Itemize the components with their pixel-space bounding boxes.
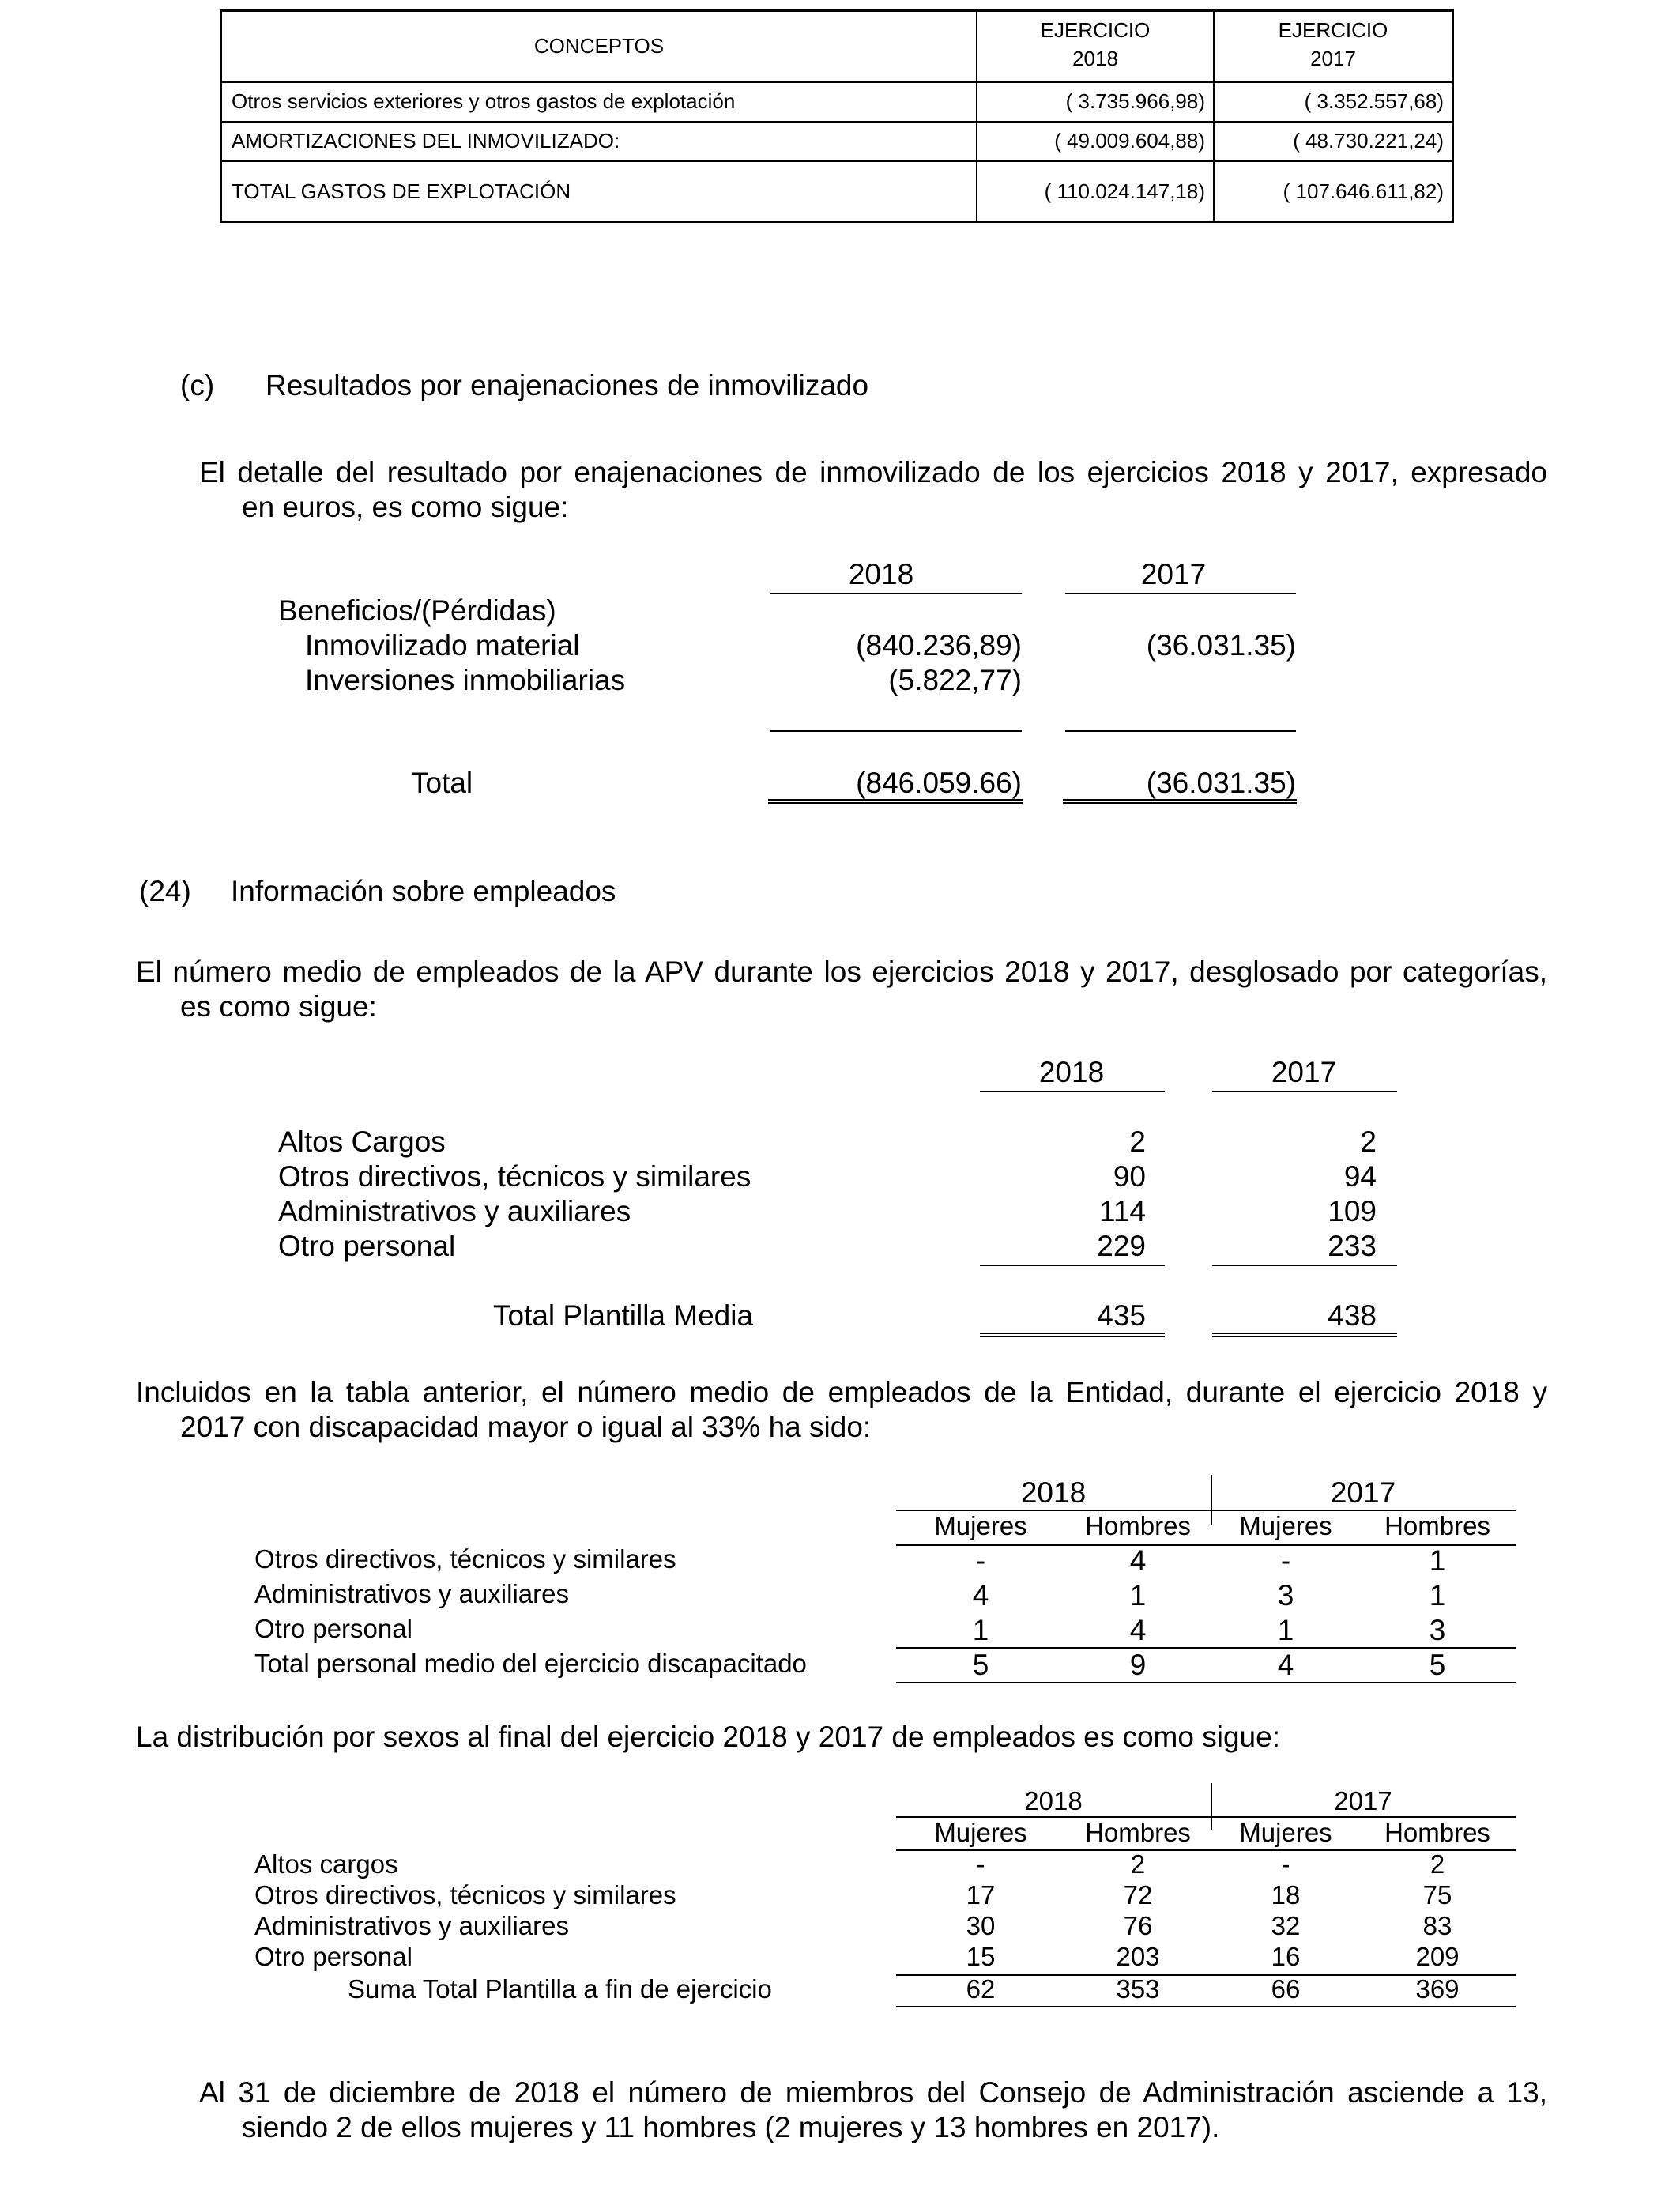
disability-cell: 3 [1277, 1579, 1294, 1612]
section-24-intro-line2: es como sigue: [180, 990, 377, 1023]
emp-total-label: Total Plantilla Media [493, 1299, 754, 1332]
gender-total-label: Suma Total Plantilla a fin de ejercicio [348, 1974, 772, 2004]
table-row-concept: AMORTIZACIONES DEL INMOVILIZADO: [232, 129, 620, 153]
emp-row-label: Administrativos y auxiliares [278, 1195, 631, 1227]
sale-col-2017: 2017 [1140, 558, 1207, 590]
gender-subheader: Mujeres [1239, 1818, 1332, 1847]
sale-total-2017: (36.031.35) [1146, 767, 1296, 799]
gender-total-cell: 369 [1415, 1974, 1460, 2004]
gender-cell: 2 [1130, 1849, 1146, 1879]
disability-intro-line1: Incluidos en la tabla anterior, el número medio de empleados de la Entidad, durante el ejercicio 2018 y [136, 1376, 1547, 1408]
gender-cell: 2 [1430, 1849, 1445, 1879]
section-24-title: Información sobre empleados [231, 875, 616, 907]
disability-total-label: Total personal medio del ejercicio discapacitado [254, 1649, 807, 1678]
disability-total-cell: 5 [1429, 1649, 1446, 1681]
emp-row-2017: 109 [1328, 1195, 1377, 1227]
gender-cell: 72 [1123, 1880, 1153, 1909]
gender-cell: 83 [1422, 1911, 1452, 1940]
gender-cell: 76 [1123, 1911, 1153, 1940]
disability-cell: 4 [1129, 1614, 1147, 1646]
gender-cell: 17 [966, 1880, 996, 1909]
gender-total-cell: 353 [1116, 1974, 1160, 2004]
table-row-2017: ( 3.352.557,68) [1304, 89, 1444, 113]
disability-cell: 4 [1129, 1544, 1147, 1577]
disability-cell: 1 [1429, 1579, 1446, 1612]
gender-subheader: Hombres [1085, 1818, 1191, 1847]
disability-cell: 1 [1129, 1579, 1147, 1612]
sale-row-label: Inmovilizado material [305, 629, 580, 662]
sale-row-label: Inversiones inmobiliarias [305, 664, 626, 696]
col-2017-header-line1: EJERCICIO [1278, 18, 1388, 42]
disability-cell: 1 [1429, 1544, 1446, 1577]
table-row-2018: ( 49.009.604,88) [1054, 129, 1205, 153]
gender-cell: 75 [1422, 1880, 1452, 1909]
sale-row-2018: (840.236,89) [856, 629, 1022, 662]
disability-cell: 3 [1429, 1614, 1446, 1646]
gender-cell: - [1281, 1849, 1290, 1879]
disability-cell: 1 [972, 1614, 989, 1646]
table-row-concept: TOTAL GASTOS DE EXPLOTACIÓN [232, 179, 571, 203]
emp-row-2017: 2 [1360, 1125, 1377, 1158]
section-c-marker: (c) [180, 369, 215, 401]
gender-total-cell: 66 [1271, 1974, 1301, 2004]
disability-year-2017: 2017 [1330, 1476, 1396, 1509]
section-c-title: Resultados por enajenaciones de inmovilizado [266, 369, 869, 401]
emp-total-2017: 438 [1328, 1299, 1377, 1332]
disability-subheader: Mujeres [1239, 1511, 1332, 1540]
disability-row-label: Administrativos y auxiliares [254, 1579, 569, 1608]
expenses-table [220, 9, 1454, 223]
table-row-2018: ( 3.735.966,98) [1065, 89, 1205, 113]
disability-total-cell: 4 [1277, 1649, 1294, 1681]
emp-row-label: Otro personal [278, 1230, 456, 1262]
emp-row-2017: 94 [1343, 1160, 1377, 1193]
emp-row-2018: 229 [1097, 1230, 1146, 1262]
gender-year-2018: 2018 [1024, 1786, 1083, 1815]
disability-cell: 4 [972, 1579, 989, 1612]
disability-subheader: Hombres [1384, 1511, 1490, 1540]
sale-total-2018: (846.059.66) [856, 767, 1022, 799]
gender-row-label: Administrativos y auxiliares [254, 1911, 569, 1940]
emp-total-2018: 435 [1097, 1299, 1146, 1332]
disability-row-label: Otro personal [254, 1614, 412, 1643]
gender-row-label: Otro personal [254, 1942, 412, 1971]
gender-cell: 203 [1116, 1942, 1160, 1971]
gender-intro: La distribución por sexos al final del ejercicio 2018 y 2017 de empleados es como sigue: [136, 1721, 1280, 1753]
disability-row-label: Otros directivos, técnicos y similares [254, 1544, 676, 1574]
disability-intro-line2: 2017 con discapacidad mayor o igual al 33% ha sido: [180, 1411, 872, 1443]
sale-row-2018: (5.822,77) [888, 664, 1022, 696]
section-c-intro-line1: El detalle del resultado por enajenaciones de inmovilizado de los ejercicios 2018 y 2017, expresado [199, 456, 1547, 488]
gender-year-2017: 2017 [1334, 1786, 1392, 1815]
board-line1: Al 31 de diciembre de 2018 el número de miembros del Consejo de Administración asciende a 13, [199, 2076, 1547, 2109]
disability-cell: - [975, 1544, 986, 1577]
emp-col-2018: 2018 [1038, 1056, 1105, 1088]
gender-cell: 16 [1271, 1942, 1301, 1971]
concepts-header: CONCEPTOS [533, 34, 665, 58]
gender-total-cell: 62 [966, 1974, 996, 2004]
board-line2: siendo 2 de ellos mujeres y 11 hombres (2 mujeres y 13 hombres en 2017). [242, 2111, 1220, 2143]
gender-cell: 32 [1271, 1911, 1301, 1940]
emp-row-2017: 233 [1328, 1230, 1377, 1262]
sale-total-label: Total [411, 767, 473, 799]
col-2017-header-line2: 2017 [1310, 47, 1356, 70]
disability-subheader: Mujeres [934, 1511, 1027, 1540]
gender-cell: 30 [966, 1911, 996, 1940]
emp-row-label: Altos Cargos [278, 1125, 446, 1158]
emp-row-label: Otros directivos, técnicos y similares [278, 1160, 751, 1193]
emp-row-2018: 2 [1129, 1125, 1146, 1158]
sale-group-label: Beneficios/(Pérdidas) [278, 594, 556, 627]
disability-total-cell: 9 [1129, 1649, 1147, 1681]
col-2018-header-line1: EJERCICIO [1040, 18, 1151, 42]
gender-cell: 209 [1415, 1942, 1460, 1971]
section-24-marker: (24) [139, 875, 191, 907]
emp-row-2018: 114 [1099, 1195, 1146, 1227]
emp-row-2018: 90 [1113, 1160, 1146, 1193]
table-row-2017: ( 107.646.611,82) [1283, 179, 1444, 203]
sale-row-2017: (36.031.35) [1146, 629, 1296, 662]
table-row-concept: Otros servicios exteriores y otros gastos de explotación [232, 89, 736, 113]
section-24-intro-line1: El número medio de empleados de la APV durante los ejercicios 2018 y 2017, desglosado por categorías, [136, 956, 1547, 988]
col-2018-header-line2: 2018 [1072, 47, 1118, 70]
sale-col-2018: 2018 [848, 558, 914, 590]
table-row-2018: ( 110.024.147,18) [1044, 179, 1205, 203]
gender-subheader: Mujeres [934, 1818, 1027, 1847]
emp-col-2017: 2017 [1271, 1056, 1337, 1088]
table-row-2017: ( 48.730.221,24) [1293, 129, 1444, 153]
gender-cell: 18 [1271, 1880, 1301, 1909]
gender-subheader: Hombres [1384, 1818, 1490, 1847]
disability-cell: - [1280, 1544, 1291, 1577]
disability-subheader: Hombres [1085, 1511, 1191, 1540]
disability-year-2018: 2018 [1020, 1476, 1087, 1509]
gender-cell: 15 [966, 1942, 996, 1971]
section-c-intro-line2: en euros, es como sigue: [242, 491, 569, 523]
gender-row-label: Otros directivos, técnicos y similares [254, 1880, 676, 1909]
gender-row-label: Altos cargos [254, 1849, 398, 1879]
disability-cell: 1 [1277, 1614, 1294, 1646]
disability-total-cell: 5 [972, 1649, 989, 1681]
gender-cell: - [976, 1849, 985, 1879]
